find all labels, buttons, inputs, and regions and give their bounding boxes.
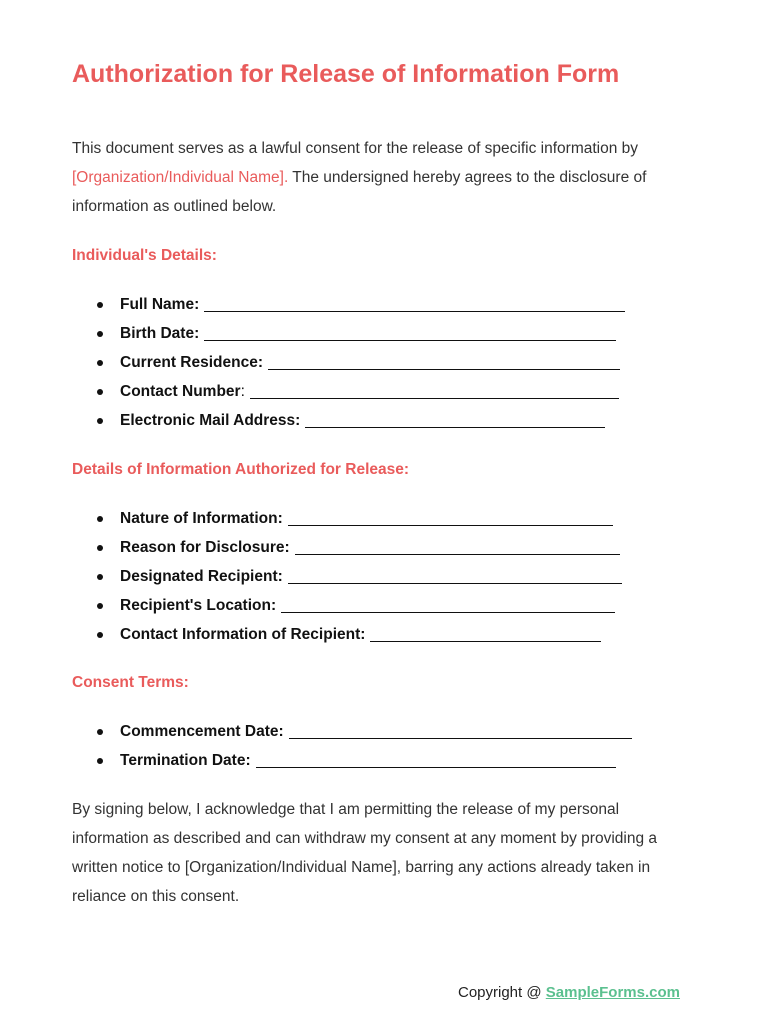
blank-line[interactable] xyxy=(305,413,605,428)
sampleforms-link[interactable]: SampleForms.com xyxy=(545,984,680,1001)
field-label: Contact Number xyxy=(120,382,241,400)
section-heading-consent: Consent Terms: xyxy=(72,674,189,691)
intro-paragraph xyxy=(72,134,697,221)
field-contact-number xyxy=(72,377,619,406)
blank-line[interactable] xyxy=(256,753,616,768)
blank-line[interactable] xyxy=(204,326,616,341)
intro-text: This document serves as a lawful consent for the release of specific information by xyxy=(72,140,639,157)
field-current-residence xyxy=(72,348,620,377)
consent-terms-list xyxy=(72,717,632,775)
blank-line[interactable] xyxy=(370,627,601,642)
release-details-list xyxy=(72,504,622,649)
blank-line[interactable] xyxy=(268,355,620,370)
section-heading-release: Details of Information Authorized for Release: xyxy=(72,461,410,478)
closing-paragraph: By signing below, I acknowledge that I am permitting the release of my personal information as described and can withdraw my consent at any moment by providing a written notice to [Organization/Individual Name], barring any actions already taken in reliance on this consent. xyxy=(72,801,657,905)
blank-line[interactable] xyxy=(281,598,615,613)
blank-line[interactable] xyxy=(289,724,632,739)
field-birth-date xyxy=(72,319,616,348)
field-label: Reason for Disclosure: xyxy=(120,538,290,556)
field-nature xyxy=(72,504,613,533)
field-recipient-location xyxy=(72,591,615,620)
field-label: Designated Recipient: xyxy=(120,567,283,585)
field-reason xyxy=(72,533,620,562)
individual-details-list xyxy=(72,290,625,435)
field-label: Contact Information of Recipient: xyxy=(120,625,366,643)
field-label: Full Name: xyxy=(120,295,200,313)
field-label: Current Residence: xyxy=(120,353,263,371)
blank-line[interactable] xyxy=(204,297,625,312)
field-label: Birth Date: xyxy=(120,324,200,342)
field-commencement xyxy=(72,717,632,746)
field-recipient-contact xyxy=(72,620,601,649)
organization-placeholder: [Organization/Individual Name]. xyxy=(72,169,289,186)
colon: : xyxy=(240,382,245,400)
field-label: Electronic Mail Address: xyxy=(120,411,301,429)
field-label: Termination Date: xyxy=(120,751,251,769)
section-heading-individual: Individual's Details: xyxy=(72,247,217,264)
copyright-text: Copyright @ xyxy=(458,984,546,1001)
field-email xyxy=(72,406,605,435)
field-recipient xyxy=(72,562,622,591)
field-termination xyxy=(72,746,616,775)
blank-line[interactable] xyxy=(250,384,619,399)
field-label: Recipient's Location: xyxy=(120,596,277,614)
blank-line[interactable] xyxy=(288,569,622,584)
blank-line[interactable] xyxy=(288,511,613,526)
blank-line[interactable] xyxy=(295,540,620,555)
field-label: Nature of Information: xyxy=(120,509,283,527)
intro-text-end: The undersigned hereby agrees to the disclosure of information as outlined below. xyxy=(72,169,647,215)
footer xyxy=(458,984,680,1001)
page-title: Authorization for Release of Information Form xyxy=(72,60,620,88)
field-label: Commencement Date: xyxy=(120,722,284,740)
field-full-name xyxy=(72,290,625,319)
